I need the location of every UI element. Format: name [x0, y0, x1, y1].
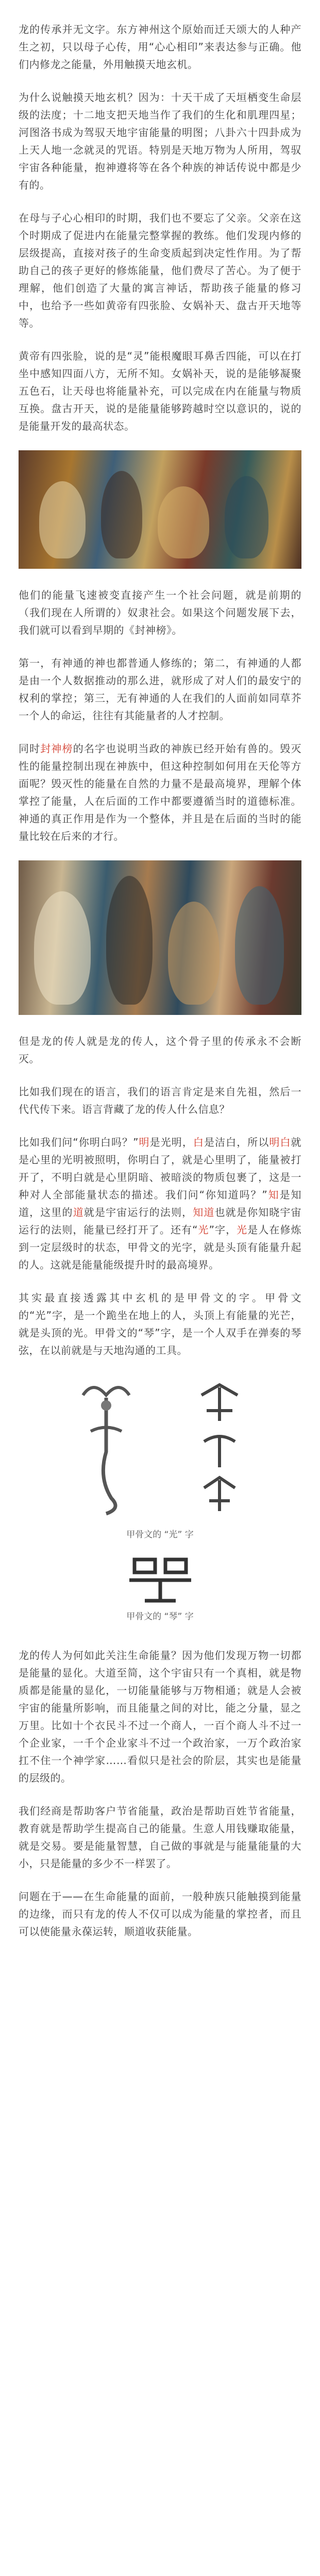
mural-image-2 — [19, 860, 301, 1015]
highlight-term: 明白 — [269, 1136, 291, 1148]
paragraph-3: 在母与子心心相印的时期，我们也不要忘了父亲。父亲在这个时期成了促进内在能量完整掌握的教练。他们发现内修的层级提高，直接对孩子的生命变质起到决定性作用。为了帮助自己的孩子更好的修炼能量，他们费尽了苦心。为了便于理解，他们创造了大量的寓言神话，帮助孩子能量的修习中，也给予一些如黄帝有四张脸、女娲补天、盘古开天地等等。 — [19, 212, 301, 329]
highlight-term: 明 — [138, 1136, 150, 1148]
oracle-bone-figures — [19, 1375, 301, 1631]
caption-qin: 甲骨文的 “琴” 字 — [126, 1612, 194, 1622]
paragraph-6: 第一，有神通的神也都普通人修练的；第二，有神通的人都是由一个人数据推动的那么进，就形成了对人们的最安宁的权利的掌控；第三，无有神通的人在我们的人面前如同草芥一个人的命运，往往有其能量者的人才控制。 — [19, 657, 301, 722]
paragraph-14: 问题在于——在生命能量的面前，一般种族只能触摸到能量的边缘，而只有龙的传人不仅可以成为能量的掌控者，而且可以使能量永葆运转，顺道收获能量。 — [19, 1890, 301, 1938]
paragraph-2: 为什么说触摸天地玄机？因为：十天干成了天垣栖变生命层级的法度；十二地支把天地当作了我们的生化和肌理四星；河图洛书成为驾驭天地宇宙能量的明图；八卦六十四卦成为上天人地一念就灵的咒语。特别是天地万物为人所用，驾驭宇宙各种能量，抱神遵将等在各个种族的神话传说中都是少有的。 — [19, 91, 301, 191]
highlight-term: 白 — [193, 1136, 204, 1148]
caption-guang: 甲骨文的 “光” 字 — [126, 1530, 194, 1540]
paragraph-10 — [19, 1133, 301, 1274]
text-segment: 就是心里的光明被照明，你明白了，就是心里明了，能量被打开了，不明白就是心里阴暗、被暗淡的物质包裹了，这是一种对人全部能量状态的描述。我们问“你知道吗？” — [19, 1136, 302, 1201]
mural-image-1 — [19, 450, 301, 569]
paragraph-11: 其实最直接透露其中玄机的是甲骨文的字。甲骨文的“光”字，是一个跪坐在地上的人，头顶上有能量的光芒，就是头顶的光。甲骨文的“琴”字，是一个人双手在弹奏的琴弦，在以前就是与天地沟通的工具。 — [19, 1292, 301, 1357]
paragraph-13: 我们经商是帮助客户节省能量，政治是帮助百姓节省能量，教育就是帮助学生提高自己的能量。生意人用钱赚取能量，就是交易。要是能量智慧，自己做的事就是与能量能量的大小，只是能量的多少不一样罢了。 — [19, 1805, 301, 1870]
paragraph-7 — [19, 740, 301, 845]
text-segment: 也就是你知晓宇宙运行的法则，能量已经打开了。还有“ — [19, 1206, 302, 1236]
paragraph-12: 龙的传人为何如此关注生命能量？因为他们发现万物一切都是能量的显化。大道至简，这个宇宙只有一个真相，就是物质都是能量的显化，一切能量能够与万物相通；就是人会被宇宙的能量所影响，而且能量之间的对比，能之分量，显之万里。比如十个衣民斗不过一个商人，一百个商人斗不过一个企业家，一千个企业家斗不过一个政治家，一万个政治家扛不住一个神学家……看似只是社会的阶层，其实也是能量的层级的。 — [19, 1649, 301, 1784]
highlight-term: 封神榜 — [40, 742, 73, 755]
text-segment: ”字， — [209, 1224, 237, 1236]
text-segment: 是光明， — [149, 1136, 193, 1148]
paragraph-8: 但是龙的传人就是龙的传人，这个骨子里的传承永不会断灭。 — [19, 1035, 301, 1065]
highlight-term: 光 — [237, 1224, 248, 1236]
highlight-term: 知 — [267, 1189, 280, 1201]
paragraph-4: 黄帝有四张脸，说的是“灵”能根魔眼耳鼻舌四能，可以在打坐中感知四面八方，无所不知。女娲补天，说的是能够凝聚五色石，让天母也将能量补充，可以完成在内在能量与物质互换。盘古开天，说的是能量能够跨越时空以意识的，说的是能量开发的最高状态。 — [19, 350, 301, 432]
text-segment: 同时 — [19, 742, 41, 755]
highlight-term: 光 — [197, 1224, 209, 1236]
highlight-term: 道 — [73, 1206, 84, 1218]
oracle-qin-glyph-icon — [119, 1549, 201, 1606]
text-segment: 比如我们问“你明白吗？” — [19, 1136, 139, 1148]
highlight-term: 知道 — [193, 1206, 215, 1218]
paragraph-9: 比如我们现在的语言，我们的语言肯定是来自先祖，然后一代代传下来。语言背藏了龙的传人什么信息？ — [19, 1086, 301, 1115]
oracle-variants-icon — [181, 1375, 258, 1519]
text-segment: 就是宇宙运行的法则， — [83, 1206, 193, 1218]
text-segment: 的名字也说明当政的神族已经开始有兽的。毁灭性的能量控制出现在神族中，但这种控制如何用在天伦等方面呢？毁灭性的能量在自然的力量不是最高境界，理解个体掌控了能量，人在后面的工作中都要遵循当时的道德标准。神通的真正作用是作为一个整体，并且是在后面的当时的能量比较在后来的才行。 — [19, 742, 302, 842]
oracle-glyph-row — [62, 1375, 258, 1519]
paragraph-1: 龙的传承并无文字。东方神州这个原始而迁天颂大的人种产生之初，只以母子心传，用“心心相印”来表达参与正确。他们内修龙之能量，外用触摸天地玄机。 — [19, 23, 301, 71]
text-segment: 是知道，这里的 — [19, 1189, 302, 1218]
text-segment: 是洁白，所以 — [204, 1136, 270, 1148]
oracle-guang-glyph-icon — [62, 1375, 150, 1519]
text-segment: 是人在修炼到一定层级时的状态，甲骨文的光字，就是头顶有能量升起的人。这就是能量能级提升时的最高境界。 — [19, 1224, 302, 1271]
paragraph-5: 他们的能量飞速被变直接产生一个社会问题，就是前期的（我们现在人所谓的）奴隶社会。如果这个问题发展下去，我们就可以看到早期的《封神榜》。 — [19, 589, 301, 636]
